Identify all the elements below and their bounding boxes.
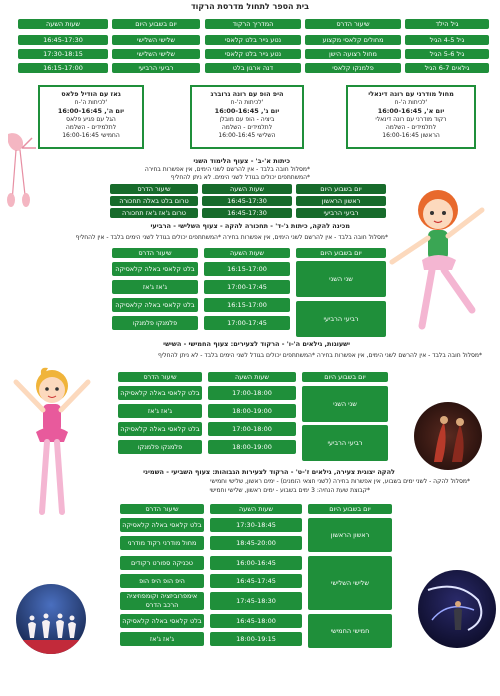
ballerinas-icon <box>16 584 86 654</box>
dancer-girl-illustration <box>382 180 494 340</box>
col-header: שיעור הדרס <box>305 19 401 29</box>
table-cell: נטע גייר בלט קלאסי <box>205 49 301 59</box>
table-cell: 18:00-19:15 <box>210 632 302 646</box>
section-note: *מסלול חובה בלבד - אין להרשם לשני הימים, אין אפשרות בחירה *המשתתפים יכולים בגודל לשני הימים בלבד - אין להחליף <box>75 234 388 241</box>
col-header: המדריך הרקוד <box>205 19 301 29</box>
section-title: ישעוגות, גילאים ה'-ו' - הרקוד לצעירים: צעוף החמישי - השישי <box>163 340 350 348</box>
table-cell: 16:45-17:30 <box>18 35 108 45</box>
section-title: מכינה להקה, כיתות ג'-ד' - תחכורה להקה - צעוף השלישי - הרביעי <box>150 222 350 230</box>
col-header: שעות השעה <box>202 184 292 194</box>
info-day: יום ה', 16:00-16:45 <box>57 107 125 115</box>
section-title: להקה יצוגית צעירה, גילאים ז'-ט' - הרקוד לצעירות הגבוהות: צעוף השביעי - השמיני <box>143 468 395 476</box>
table-cell: 18:00-19:00 <box>208 404 296 418</box>
table-cell: טרום בלט באלה תחכורה <box>110 196 198 206</box>
table-cell: שלישי השלישי <box>112 49 200 59</box>
info-extra: ביציה - הופ עם מובלן <box>219 116 275 123</box>
table-cell: 17:00-17:45 <box>204 280 290 294</box>
col-header: שיעור הדרס <box>110 184 198 194</box>
col-header: שיעור הדרס <box>120 504 204 514</box>
table-cell: ג'אז ג'אז <box>118 404 202 418</box>
info-time: 16:00-16:45 החמישי <box>62 132 120 139</box>
col-header: גיל הילד <box>405 19 489 29</box>
info-box-hiphop <box>190 85 304 149</box>
ballet-shoes-icon <box>2 128 42 208</box>
col-header: שעות השעה <box>204 248 290 258</box>
ribbon-dance-photo <box>418 570 496 648</box>
day-cell: רביעי הרביעי <box>302 425 388 461</box>
info-sub: לכיתות ה'-ח' <box>230 99 264 106</box>
page-title: בית הספר לתחול מדרסת הרקוד <box>190 2 310 11</box>
info-time: 16:00-16:45 הראשון <box>382 132 440 139</box>
info-extra: רקוד מודרני עם רונה דינאלי <box>375 116 447 123</box>
table-cell: גילאים 6-7 הגיל <box>405 63 489 73</box>
table-cell: 18:00-19:00 <box>208 440 296 454</box>
table-cell: 16:15-17:00 <box>204 298 290 312</box>
section-note: *מסלול חובה בלבד - אין להרשם לשני הימים, אין אפשרות בחירה <box>144 166 310 173</box>
table-cell: 16:45-17:45 <box>210 574 302 588</box>
ribbon-dancer-icon <box>418 570 496 648</box>
day-cell: ראשון הראשון <box>308 518 392 552</box>
info-day: יום ג', 16:00-16:45 <box>214 107 280 115</box>
table-cell: היפ הופ היפ הופ <box>120 574 204 588</box>
section-note: *מסלול חובה בלבד - אין להרשם לשני הימים, אין אפשרות בחירה *המשתתפים יכולים בגודל לשני הימים בלבד - לא ניתן להחליף <box>158 352 482 359</box>
info-box-modern <box>346 85 476 149</box>
col-header: יום בשבוע היום <box>296 248 386 258</box>
ballet-stage-photo <box>16 584 86 654</box>
info-sub: לכיתות ה'-ח' <box>394 99 428 106</box>
info-box-jazz <box>38 85 144 149</box>
info-day: יום א', 16:00-16:45 <box>377 107 445 115</box>
day-cell: שני השני <box>302 386 388 422</box>
table-cell: גיל 4-5 הגיל <box>405 35 489 45</box>
table-cell: 16:00-16:45 <box>210 556 302 570</box>
table-cell: אימפרוביזציה וקומפוזיציה הרכב הדרס <box>120 592 204 610</box>
info-title: היפ הופ עם רונה גרוברג <box>210 90 284 98</box>
table-cell: 16:45-18:00 <box>210 614 302 628</box>
dancers-icon <box>414 402 482 470</box>
day-cell: חמישי החמישי <box>308 614 392 648</box>
table-cell: 18:45-20:00 <box>210 536 302 550</box>
info-time: 16:00-16:45 השלישי <box>218 132 276 139</box>
info-extra: לתלמידים - השלמה <box>65 124 117 131</box>
col-header: שיעור הדרס <box>112 248 198 258</box>
table-cell: בלט קלאסי באלה קלאסיקה <box>112 262 198 276</box>
table-cell: שלישי השלישי <box>112 35 200 45</box>
info-extra: לתלמידים - השלמה <box>221 124 273 131</box>
col-header: יום בשבוע היום <box>112 19 200 29</box>
table-cell: גיל 5-6 הגיל <box>405 49 489 59</box>
table-cell: 17:00-18:00 <box>208 386 296 400</box>
table-cell: 17:45-18:30 <box>210 592 302 610</box>
section-note: *המשתתפים יכולים בגודל לשני הימים. לא ניתן להחליף <box>170 174 310 181</box>
col-header: יום בשבוע היום <box>302 372 388 382</box>
table-cell: 17:30-18:15 <box>18 49 108 59</box>
table-cell: טכניקה ספורט רקודים <box>120 556 204 570</box>
table-cell: רביעי הרביעי <box>112 63 200 73</box>
table-cell: מחולים קלאסי מקצוע <box>305 35 401 45</box>
table-cell: 16:15-17:00 <box>204 262 290 276</box>
table-cell: בלט קלאסי באלה קלאסיקה <box>120 614 204 628</box>
table-cell: 16:45-17:30 <box>202 196 292 206</box>
section-note: *קבוצת שעת הנחיה: 3 ימים בשבוע - ימים ראשון, שלישי וחמישי <box>209 487 370 494</box>
table-cell: 17:00-17:45 <box>204 316 290 330</box>
info-extra: הגל עם פגיע פלאס <box>66 116 116 123</box>
table-cell: פלמנקו פלמנקו <box>118 440 202 454</box>
table-cell: פלמנקו קלאסי <box>305 63 401 73</box>
table-cell: בלט קלאסי באלה קלאסיקה <box>112 298 198 312</box>
section-title: כיתות א'-ב' - צעוף הלימוד השני <box>193 157 290 165</box>
table-cell: בלט קלאסי באלה קלאסיקה <box>118 386 202 400</box>
col-header: יום בשבוע היום <box>308 504 392 514</box>
table-cell: 17:00-18:00 <box>208 422 296 436</box>
section-note: *מסלול להקה - לשני ימים בשבוע, אין אפשרות בחירה (לשני חצאי הזמנים) - ימים ראשון, שלישי וחמישי <box>210 478 470 485</box>
info-sub: לכיתות ה'-ח' <box>74 99 108 106</box>
table-cell: בלט קלאסי באלה קלאסיקה <box>118 422 202 436</box>
table-cell: 16:15-17:00 <box>18 63 108 73</box>
table-cell: פלמנקו פלמנקו <box>112 316 198 330</box>
flamenco-photo <box>414 402 482 470</box>
col-header: שעות השעה <box>18 19 108 29</box>
table-cell: ג'אז ג'אז <box>120 632 204 646</box>
table-cell: מחול רצועה הישן <box>305 49 401 59</box>
info-title: מחול מודרני עם רונה דינאלי <box>368 90 454 98</box>
ballerina-girl-illustration <box>2 362 102 522</box>
table-cell: דנה ארגון בלט <box>205 63 301 73</box>
info-title: גאז עם הודיל פלאס <box>61 90 121 98</box>
table-cell: ג'אז ג'אז <box>112 280 198 294</box>
col-header: יום בשבוע היום <box>296 184 386 194</box>
info-extra: לתלמידים - השלמה <box>385 124 437 131</box>
table-cell: מחול מודרני רקוד מודרני <box>120 536 204 550</box>
table-cell: טרום ג'אז ג'אז תחכורה <box>110 208 198 218</box>
col-header: שיעור הדרס <box>118 372 202 382</box>
table-cell: רביעי הרביעי <box>296 208 386 218</box>
day-cell: שני השני <box>296 261 386 297</box>
table-cell: 17:30-18:45 <box>210 518 302 532</box>
col-header: שעות השעה <box>210 504 302 514</box>
day-cell: רביעי הרביעי <box>296 301 386 337</box>
table-cell: נטע גייר בלט קלאסי <box>205 35 301 45</box>
table-cell: 16:45-17:30 <box>202 208 292 218</box>
table-cell: ראשון הראשון <box>296 196 386 206</box>
table-cell: בלט קלאסי באלה קלאסיקה <box>120 518 204 532</box>
day-cell: שלישי השלישי <box>308 556 392 610</box>
col-header: שעות השעה <box>208 372 296 382</box>
